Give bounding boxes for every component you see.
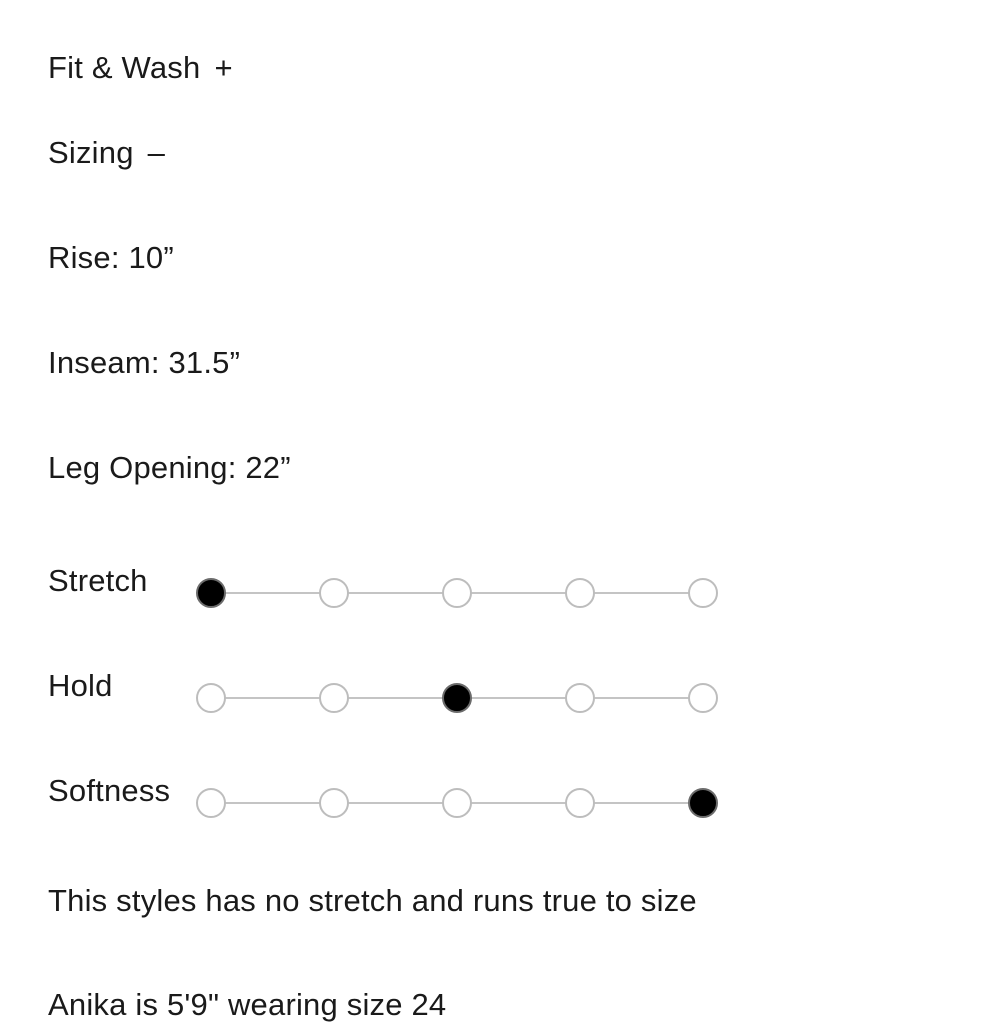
rating-softness-label: Softness [48,773,171,808]
rating-hold-label: Hold [48,668,113,703]
rating-stretch-scale[interactable] [196,577,718,609]
minus-icon: – [147,135,166,170]
sizing-header[interactable] [48,133,165,173]
rating-dot-2[interactable] [319,578,349,608]
plus-icon: + [214,50,233,85]
rating-dot-5[interactable] [688,578,718,608]
model-note: Anika is 5'9" wearing size 24 [48,987,447,1022]
rating-softness-scale[interactable] [196,787,718,819]
rise-measurement: Rise: 10” [48,240,174,275]
rating-dot-5[interactable] [688,683,718,713]
fit-wash-header[interactable] [48,48,233,88]
rating-dot-1[interactable] [196,578,226,608]
fit-note: This styles has no stretch and runs true to size [48,883,697,918]
rating-dot-2[interactable] [319,788,349,818]
rating-hold-scale[interactable] [196,682,718,714]
rating-dot-3[interactable] [442,578,472,608]
sizing-label: Sizing [48,135,134,170]
rating-dot-2[interactable] [319,683,349,713]
rating-dot-4[interactable] [565,578,595,608]
rating-dot-1[interactable] [196,683,226,713]
rating-dot-4[interactable] [565,788,595,818]
leg-opening-measurement: Leg Opening: 22” [48,450,291,485]
inseam-measurement: Inseam: 31.5” [48,345,241,380]
rating-dot-4[interactable] [565,683,595,713]
fit-wash-label: Fit & Wash [48,50,201,85]
rating-dot-3[interactable] [442,683,472,713]
rating-stretch-label: Stretch [48,563,148,598]
rating-dot-1[interactable] [196,788,226,818]
rating-dot-5[interactable] [688,788,718,818]
rating-dot-3[interactable] [442,788,472,818]
